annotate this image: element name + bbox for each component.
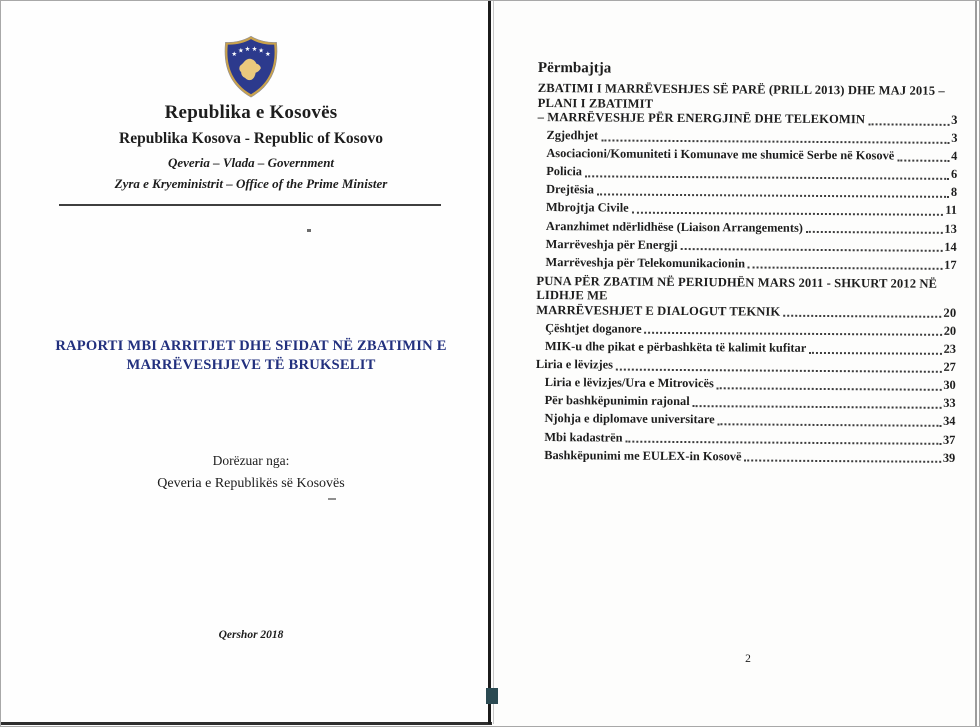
page-number: 2: [745, 653, 751, 665]
toc-page-number: 30: [943, 378, 956, 393]
toc-page-number: 13: [944, 221, 957, 236]
toc-section-line1: ZBATIMI I MARRËVESHJES SË PARË (PRILL 2013) DHE MAJ 2015 – PLANI I ZBATIMIT: [537, 80, 945, 111]
toc-entry-label: Njohja e diplomave universitare: [544, 411, 715, 427]
toc-page-number: 8: [950, 185, 958, 200]
toc-dot-leader: [717, 387, 942, 391]
toc-entry: [536, 304, 956, 320]
toc-entry: [537, 220, 957, 236]
toc-page-number: 34: [943, 414, 956, 429]
kosovo-coat-of-arms-icon: [222, 34, 280, 100]
cover-date: Qershor 2018: [218, 629, 284, 641]
toc-entry-label: – MARRËVESHJE PËR ENERGJINË DHE TELEKOMIN: [537, 109, 866, 127]
toc-page-number: 14: [944, 239, 957, 254]
toc-entry-label: Bashkëpunimi me EULEX-in Kosovë: [544, 447, 742, 464]
institution-subtitle: Republika Kosova - Republic of Kosovo: [119, 130, 383, 147]
toc-dot-leader: [868, 123, 949, 126]
toc-entry-label: MARRËVESHJET E DIALOGUT TEKNIK: [536, 302, 781, 319]
svg-text:★: ★: [231, 49, 238, 58]
toc-entry-label: Aranzhimet ndërlidhëse (Liaison Arrangements): [545, 218, 803, 235]
toc-dot-leader: [645, 332, 942, 336]
toc-entry: [535, 412, 955, 428]
toc-page-number: 20: [943, 323, 957, 338]
toc-dot-leader: [616, 368, 942, 372]
toc-entry-label: Mbi kadastrën: [544, 429, 623, 445]
header-divider-rule: [59, 204, 441, 206]
toc-dot-leader: [806, 231, 943, 234]
toc-entry: [537, 183, 957, 199]
toc-entry-label: Liria e lëvizjes/Ura e Mitrovicës: [544, 375, 714, 391]
toc-page-number: 6: [950, 167, 958, 182]
institution-title: Republika e Kosovës: [164, 102, 338, 123]
toc-dot-leader: [718, 423, 941, 427]
report-title: [1, 337, 489, 375]
toc-entry-label: MIK-u dhe pikat e përbashkëta të kalimit kufitar: [544, 339, 807, 355]
page-right-edge: [975, 1, 977, 727]
toc-entry-label: Për bashkëpunimin rajonal: [544, 393, 690, 409]
scan-artifact-dash: [328, 498, 336, 500]
toc-entry-label: Marrëveshja për Telekomunikacionin: [545, 254, 746, 271]
svg-text:★: ★: [251, 44, 258, 53]
page-spine-line: [488, 1, 491, 724]
toc-entry-label: Mbrojtja Civile: [545, 200, 629, 216]
page-spine-shadow: [493, 1, 494, 724]
toc-list: [535, 81, 958, 465]
table-of-contents: [535, 60, 958, 470]
toc-entry: [536, 394, 956, 410]
office-line: Zyra e Kryeministrit – Office of the Prime Minister: [114, 176, 388, 191]
toc-entry: [535, 430, 955, 446]
toc-entry-label: Zgjedhjet: [546, 128, 599, 143]
crest-container: [1, 34, 489, 105]
toc-entry: [537, 165, 957, 181]
toc-entry-label: Çështjet doganore: [545, 320, 642, 336]
page-bottom-edge: [1, 722, 492, 725]
toc-dot-leader: [625, 441, 940, 445]
toc-entry: [536, 376, 956, 392]
toc-heading: Përmbajtja: [537, 60, 612, 77]
toc-page-number: 4: [951, 149, 958, 164]
toc-page-number: 23: [943, 341, 957, 356]
toc-entry: [537, 256, 957, 272]
toc-entry: [535, 449, 955, 465]
toc-entry: [537, 147, 957, 163]
toc-entry: [538, 111, 958, 127]
toc-page-number: 3: [951, 112, 958, 127]
toc-page-number: 17: [944, 257, 957, 272]
toc-dot-leader: [585, 175, 949, 180]
toc-page-number: 27: [943, 359, 956, 375]
toc-dot-leader: [693, 405, 942, 409]
spine-teal-mark: [486, 688, 498, 704]
svg-text:★: ★: [258, 46, 265, 55]
toc-entry-label: Marrëveshja për Energji: [545, 236, 678, 252]
svg-text:★: ★: [237, 46, 244, 55]
toc-entry-label: Policia: [546, 164, 583, 179]
toc-entry: [537, 129, 957, 145]
toc-entry-label: Liria e lëvizjes: [535, 357, 614, 372]
toc-page-number: 39: [942, 450, 956, 465]
toc-page-number: 37: [942, 432, 956, 447]
report-title-line1: RAPORTI MBI ARRITJET DHE SFIDAT NË ZBATIMIN E: [55, 338, 447, 354]
toc-page-number: 3: [951, 130, 958, 146]
toc-entry: [537, 238, 957, 254]
toc-dot-leader: [897, 159, 949, 161]
toc-page-number: 33: [943, 396, 956, 411]
toc-dot-leader: [783, 315, 941, 318]
svg-text:★: ★: [244, 44, 251, 53]
government-line: Qeveria – Vlada – Government: [167, 155, 335, 170]
toc-dot-leader: [681, 248, 943, 252]
toc-dot-leader: [601, 139, 949, 143]
submitted-label: Dorëzuar nga:: [212, 453, 290, 468]
report-title-line2: MARRËVESHJEVE TË BRUKSELIT: [126, 357, 376, 373]
toc-page-number: 11: [945, 203, 958, 218]
toc-dot-leader: [744, 460, 940, 463]
toc-page-number: 20: [943, 305, 957, 320]
submitted-by: Qeveria e Republikës së Kosovës: [157, 476, 345, 491]
toc-entry: [536, 358, 956, 374]
toc-entry: [536, 340, 956, 356]
scan-artifact-dot: [307, 229, 311, 232]
toc-entry-label: Asociacioni/Komuniteti i Komunave me shumicë Serbe në Kosovë: [546, 146, 895, 163]
toc-dot-leader: [597, 193, 949, 197]
toc-section-line1: PUNA PËR ZBATIM NË PERIUDHËN MARS 2011 - SHKURT 2012 NË LIDHJE ME: [536, 273, 938, 303]
toc-entry-label: Drejtësia: [546, 182, 595, 197]
cover-page: [1, 1, 489, 727]
toc-entry: [537, 201, 957, 217]
svg-text:★: ★: [264, 49, 271, 58]
toc-dot-leader: [748, 267, 942, 270]
toc-dot-leader: [632, 212, 944, 216]
toc-dot-leader: [809, 351, 941, 354]
toc-entry: [536, 322, 956, 338]
